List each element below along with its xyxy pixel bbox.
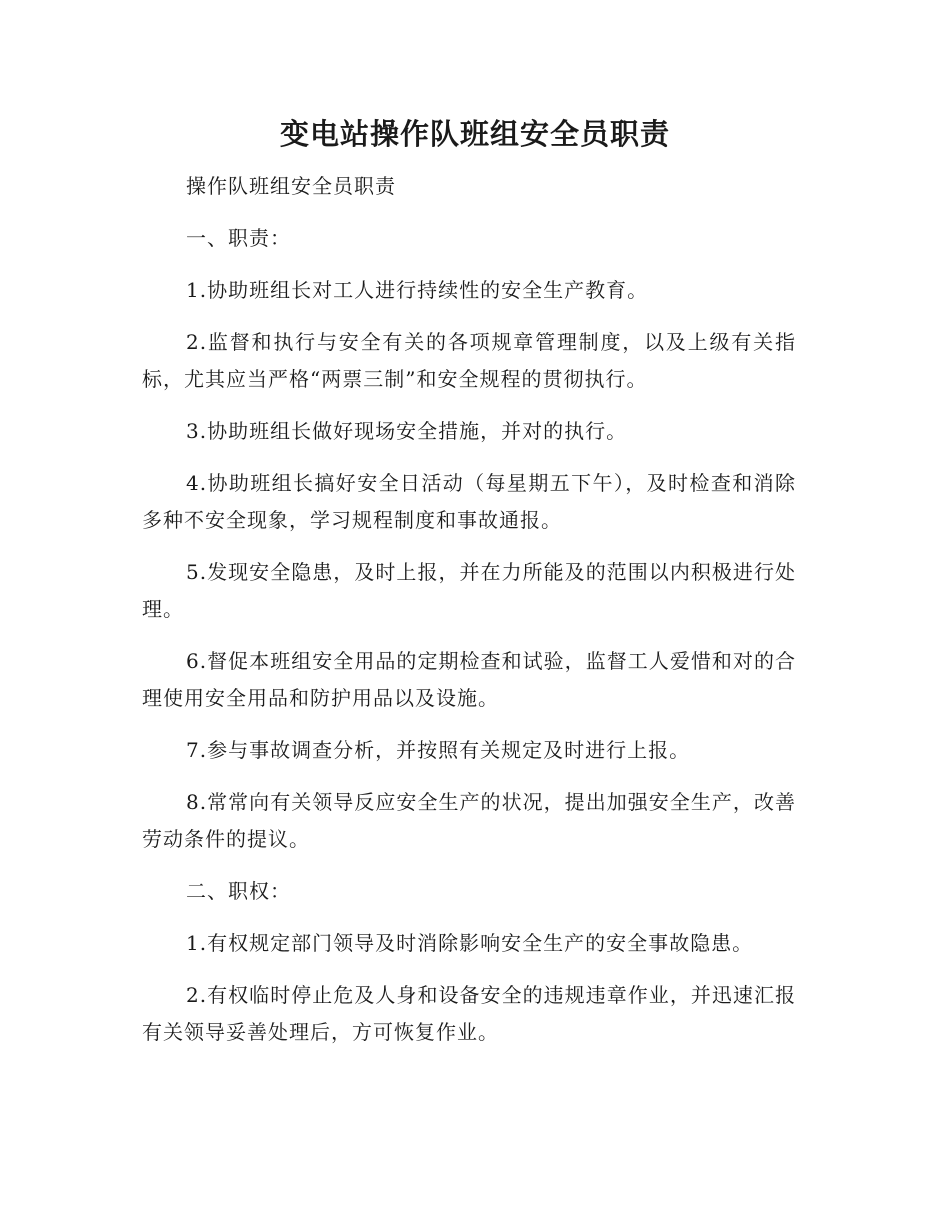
duty-item-7: 7.参与事故调查分析，并按照有关规定及时进行上报。: [186, 738, 691, 762]
power-item-2: 2.有权临时停止危及人身和设备安全的违规违章作业，并迅速汇报有关领导妥善处理后，方可恢复作业。: [142, 983, 796, 1044]
section-heading-duties: 一、职责：: [186, 226, 291, 250]
power-item-1: 1.有权规定部门领导及时消除影响安全生产的安全事故隐患。: [186, 931, 754, 955]
document-title: 变电站操作队班组安全员职责: [279, 117, 670, 151]
section-heading-powers: 二、职权：: [186, 879, 291, 903]
paragraph-subtitle: 操作队班组安全员职责: [186, 174, 396, 198]
duty-item-1: 1.协助班组长对工人进行持续性的安全生产教育。: [186, 278, 649, 302]
duty-item-3: 3.协助班组长做好现场安全措施，并对的执行。: [186, 419, 628, 443]
duty-item-6: 6.督促本班组安全用品的定期检查和试验，监督工人爱惜和对的合理使用安全用品和防护用品以及设施。: [142, 649, 796, 710]
duty-item-8: 8.常常向有关领导反应安全生产的状况，提出加强安全生产，改善劳动条件的提议。: [142, 790, 796, 851]
duty-item-5: 5.发现安全隐患，及时上报，并在力所能及的范围以内积极进行处理。: [142, 560, 796, 621]
duty-item-2: 2.监督和执行与安全有关的各项规章管理制度，以及上级有关指标，尤其应当严格“两票三制”和安全规程的贯彻执行。: [142, 330, 796, 391]
duty-item-4: 4.协助班组长搞好安全日活动（每星期五下午），及时检查和消除多种不安全现象，学习规程制度和事故通报。: [142, 471, 796, 532]
document-body: [142, 168, 796, 1066]
